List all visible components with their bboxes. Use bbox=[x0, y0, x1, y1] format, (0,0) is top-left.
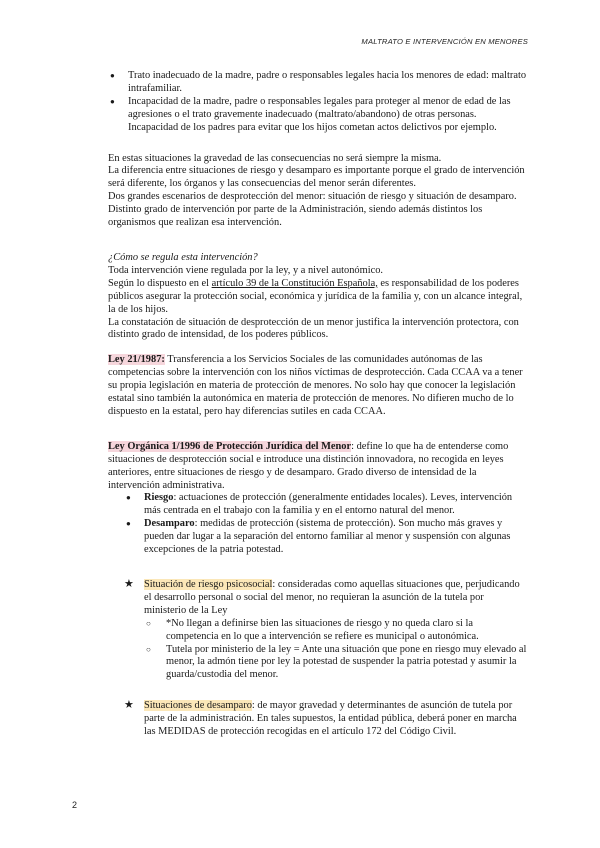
star-item-riesgo bbox=[108, 579, 528, 618]
paragraph: La diferencia entre situaciones de riesgo y desamparo es importante porque el grado de intervención será diferente, los órganos y las consecuencias del menor serán diferentes. bbox=[108, 165, 525, 190]
star-item-desamparo bbox=[108, 700, 528, 739]
text-run: Según lo dispuesto en el bbox=[108, 277, 212, 289]
list-item: ● Trato inadecuado de la madre, padre o responsables legales hacia los menores de edad: maltrato intrafamiliar. bbox=[108, 70, 528, 96]
paragraph: La constatación de situación de desprotección de un menor justifica la intervención protectora, con distinto grado de intensidad, de los poderes públicos. bbox=[108, 316, 519, 341]
paragraph: Dos grandes escenarios de desprotección del menor: situación de riesgo y situación de desamparo. Distinto grado de intervención por parte de la Administración, siendo además distintos los organismos que realizan esa intervención. bbox=[108, 191, 517, 229]
riesgo-sub-list bbox=[108, 618, 528, 683]
intro-bullet-list bbox=[108, 70, 528, 135]
paragraph bbox=[144, 700, 528, 739]
star-icon: ★ bbox=[124, 578, 134, 590]
text-run: Transferencia a los Servicios Sociales de las comunidades autónomas de las competencias sobre la intervención con los niños víctimas de desprotección. Cada CCAA va a tener su propia legislación en materia de protección de menores. No solo hay que conocer la legislación estatal sino también la autonómica en materia de protección de menores. No difieren mucho de lo dispuesto en la estatal, pero hay diferencias sutiles en cada CCAA. bbox=[108, 354, 523, 417]
highlight-label: Situación de riesgo psicosocial bbox=[144, 579, 273, 590]
page-content bbox=[108, 70, 528, 739]
paragraph: Toda intervención viene regulada por la ley, y a nivel autonómico. bbox=[108, 264, 384, 276]
text-run: : consideradas como aquellas situaciones que, perjudicando el desarrollo personal o social del menor, no requieran la asunción de la tutela por ministerio de la Ley bbox=[144, 579, 520, 616]
law-label: Ley 21/1987: bbox=[108, 354, 165, 366]
running-header: MALTRATO E INTERVENCIÓN EN MENORES bbox=[361, 37, 528, 46]
paragraph bbox=[108, 278, 528, 317]
list-item bbox=[124, 492, 528, 518]
text-run: : define lo que ha de entenderse como situaciones de desprotección social e introduce una distinción innovadora, no recogida en leyes anteriores, entre situaciones de riesgo y de desamparo. Grado diverso de intensidad de la intervención administrativa. bbox=[108, 440, 509, 491]
highlight-label: Situaciones de desamparo bbox=[144, 700, 252, 712]
list-item: ○ Tutela por ministerio de la ley = Ante una situación que pone en riesgo muy elevado al menor, la admón tiene por ley la potestad de suspender la patria potestad y asumir la guarda/custodia del menor. bbox=[146, 644, 528, 683]
paragraph-ley-21-1987 bbox=[108, 354, 528, 419]
paragraph: En estas situaciones la gravedad de las consecuencias no será siempre la misma. bbox=[108, 152, 442, 164]
law-label: Ley Orgánica 1/1996 de Protección Jurídica del Menor bbox=[108, 440, 352, 452]
paragraph bbox=[144, 579, 528, 618]
text-run: : actuaciones de protección (generalmente entidades locales). Leves, intervención más centrada en el trabajo con la familia y en el entorno natural del menor. bbox=[144, 492, 513, 517]
term-label: Riesgo bbox=[144, 492, 174, 504]
page-number: 2 bbox=[72, 800, 78, 810]
text-run: es responsabilidad de los poderes públicos asegurar la protección social, económica y jurídica de la familia y, con un alcance integral, la de los hijos. bbox=[108, 277, 523, 315]
text-run: : medidas de protección (sistema de protección). Son mucho más graves y pueden dar lugar a la separación del entorno familiar al menor y suspensión con algunas excepciones de la patria potestad. bbox=[144, 518, 511, 556]
text-run: : de mayor gravedad y determinantes de asunción de tutela por parte de la administración. En tales supuestos, la entidad pública, deberá poner en marcha las MEDIDAS de protección recogidas en el artículo 172 del Código Civil. bbox=[144, 700, 517, 738]
paragraph-ley-organica-1-1996 bbox=[108, 441, 528, 493]
constitution-article-link[interactable]: artículo 39 de la Constitución Española, bbox=[211, 277, 378, 289]
section-question: ¿Cómo se regula esta intervención? bbox=[108, 251, 258, 263]
star-icon: ★ bbox=[124, 699, 134, 712]
list-item: ○ *No llegan a definirse bien las situaciones de riesgo y no queda claro si la competencia en lo que a intervención se refiere es municipal o autonómica. bbox=[146, 618, 528, 644]
term-label: Desamparo bbox=[144, 518, 195, 530]
list-item bbox=[124, 518, 528, 557]
list-item: ● Incapacidad de la madre, padre o responsables legales para proteger al menor de edad de las agresiones o el trato gravemente inadecuado (maltrato/abandono) de otras personas. Incapacidad de los padres para evitar que los hijos cometan actos delictivos por ejemplo. bbox=[108, 96, 528, 135]
protection-type-list bbox=[108, 492, 528, 557]
